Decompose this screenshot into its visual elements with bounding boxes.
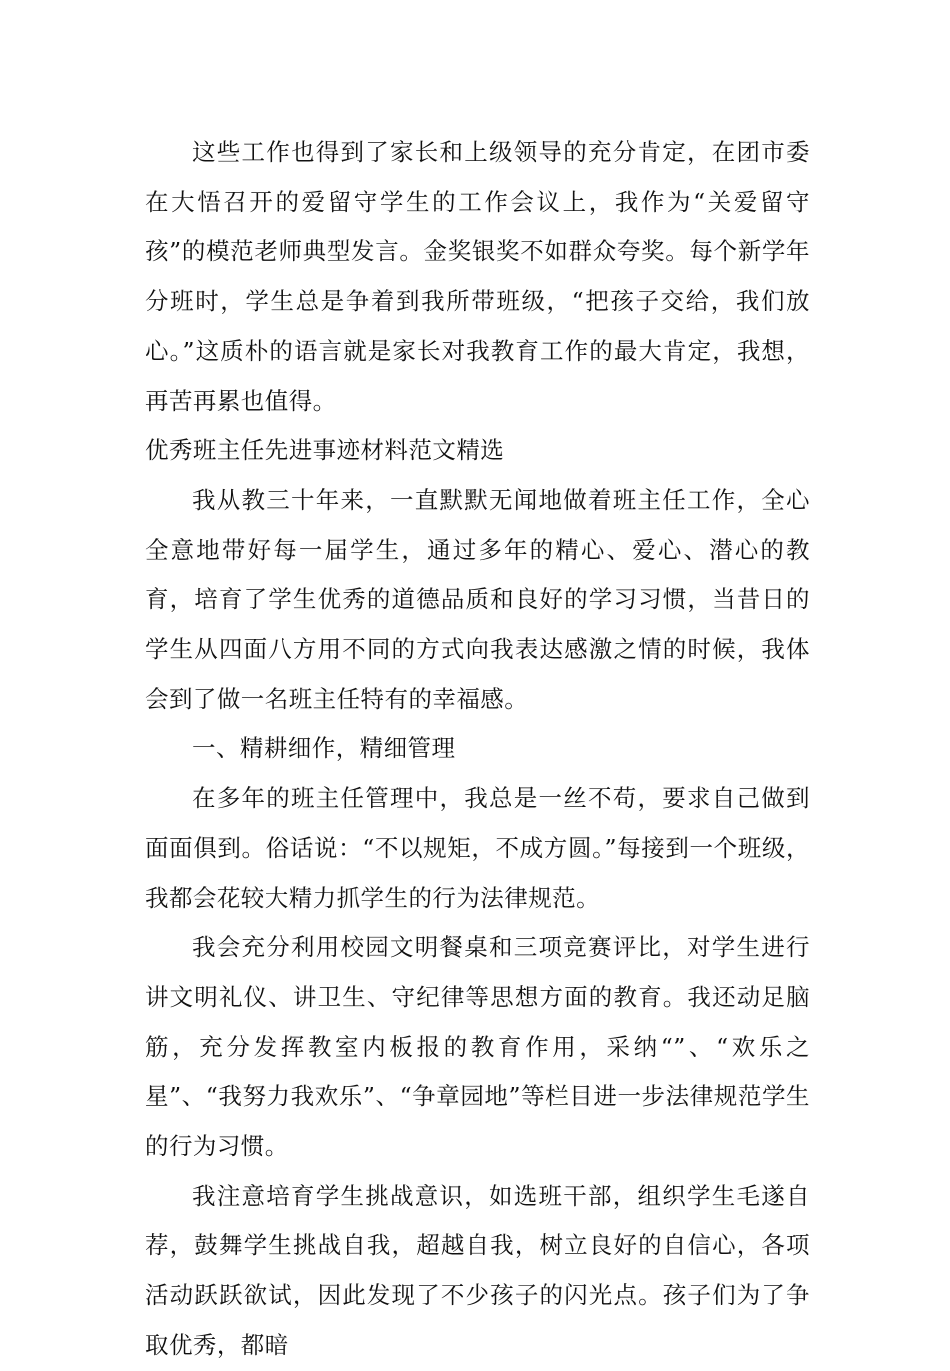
section-title: 优秀班主任先进事迹材料范文精选 — [145, 436, 505, 465]
paragraph-challenge-awareness: 我注意培育学生挑战意识，如选班干部，组织学生毛遂自荐，鼓舞学生挑战自我，超越自我，树立良好的自信心，各项活动跃跃欲试，因此发现了不少孩子的闪光点。孩子们为了争取优秀，都暗 — [145, 1181, 810, 1359]
subheading-fine-management: 一、精耕细作，精细管理 — [192, 734, 456, 763]
paragraph-parent-recognition: 这些工作也得到了家长和上级领导的充分肯定，在团市委在大悟召开的爱留守学生的工作会议上，我作为“关爱留守孩”的模范老师典型发言。金奖银奖不如群众夸奖。每个新学年分班时，学生总是争着到我所带班级，“把孩子交给，我们放心。”这质朴的语言就是家长对我教育工作的最大肯定，我想，再苦再累也值得。 — [145, 138, 810, 415]
paragraph-rules: 在多年的班主任管理中，我总是一丝不苟，要求自己做到面面俱到。俗话说：“不以规矩，不成方圆。”每接到一个班级，我都会花较大精力抓学生的行为法律规范。 — [145, 784, 810, 912]
document-body — [145, 128, 810, 1371]
paragraph-civility-education: 我会充分利用校园文明餐桌和三项竞赛评比，对学生进行讲文明礼仪、讲卫生、守纪律等思想方面的教育。我还动足脑筋，充分发挥教室内板报的教育作用，采纳“”、“欢乐之星”、“我努力我欢乐”、“争章园地”等栏目进一步法律规范学生的行为习惯。 — [145, 933, 810, 1161]
paragraph-thirty-years: 我从教三十年来，一直默默无闻地做着班主任工作，全心全意地带好每一届学生，通过多年的精心、爱心、潜心的教育，培育了学生优秀的道德品质和良好的学习习惯，当昔日的学生从四面八方用不同的方式向我表达感激之情的时候，我体会到了做一名班主任特有的幸福感。 — [145, 485, 810, 713]
